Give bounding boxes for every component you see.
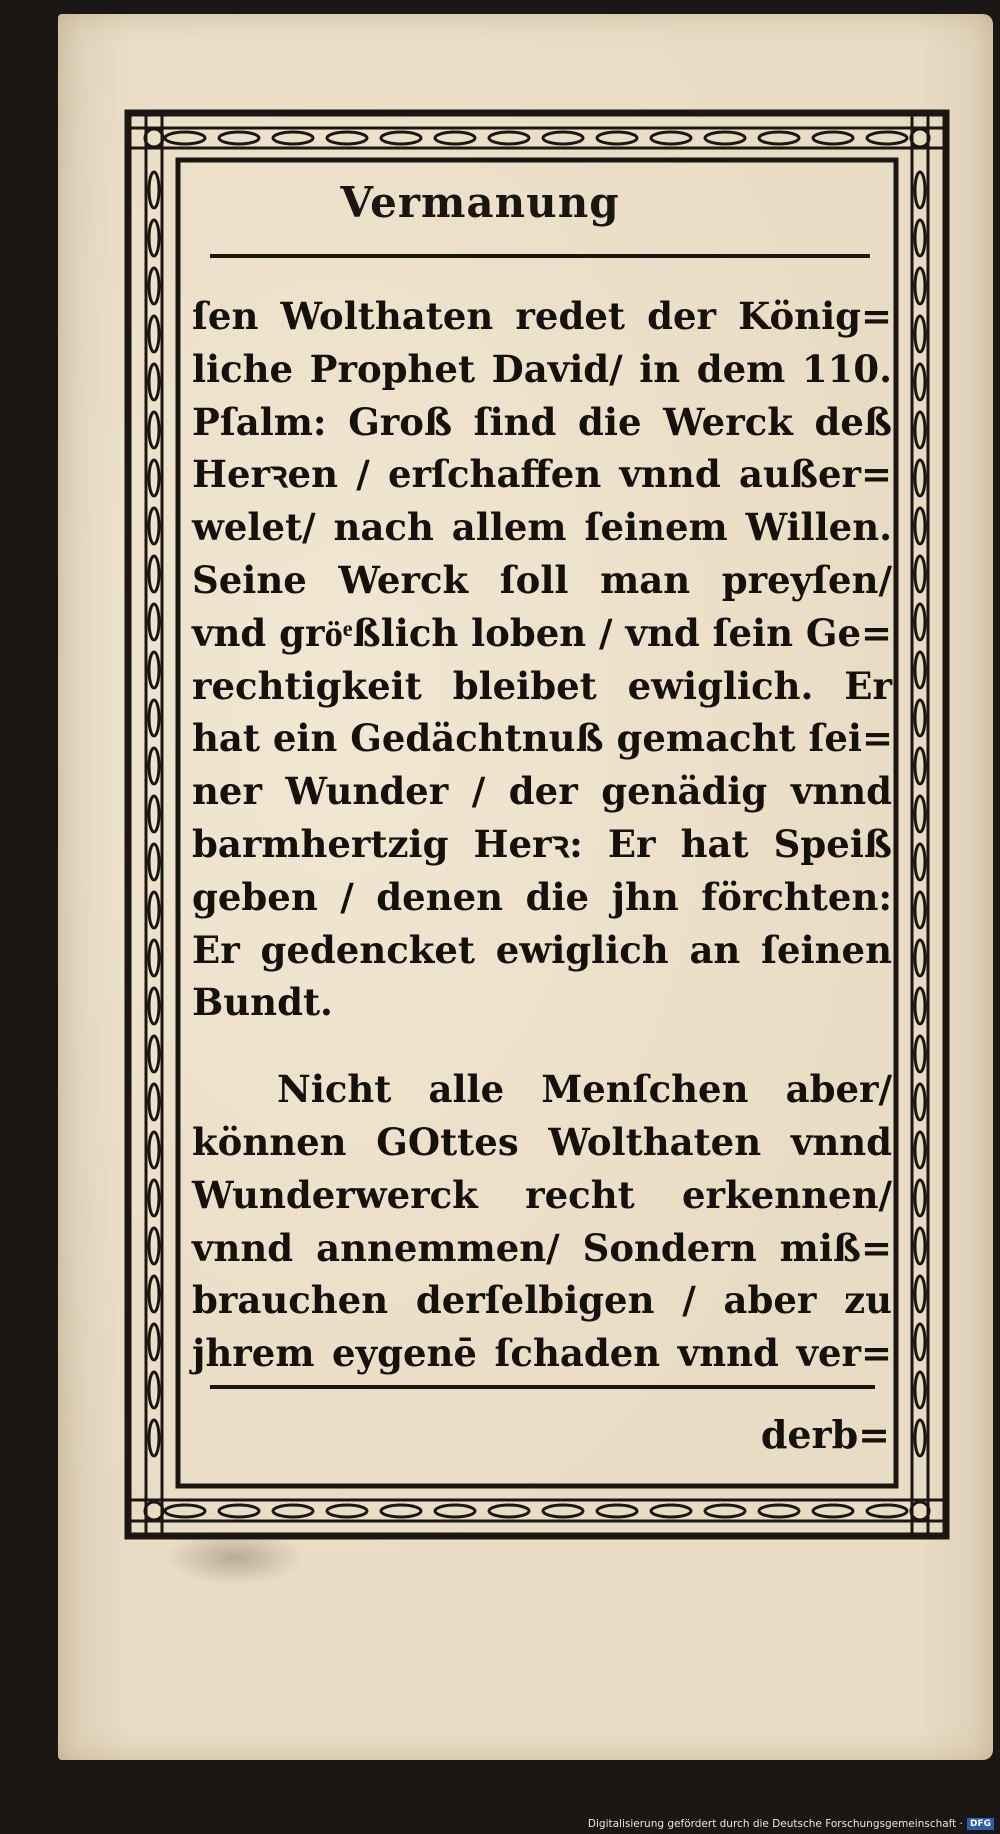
text-line: können GOttes Wolthaten vnnd <box>192 1119 892 1164</box>
text-line: Er gedencket ewiglich an ſeinen <box>192 927 892 972</box>
text-line: Herꝛen / erſchaffen vnnd außer= <box>192 452 892 497</box>
paragraph-1 <box>192 290 892 1029</box>
text-line: Wunderwerck recht erkennen/ <box>192 1172 892 1217</box>
text-line: Bundt. <box>192 980 333 1025</box>
paragraph-2 <box>192 1063 892 1380</box>
text-line: welet/ nach allem ſeinem Willen. <box>192 505 892 550</box>
page-heading: Vermanung <box>340 178 620 227</box>
text-line: geben / denen die jhn förchten: <box>192 874 892 919</box>
text-line: ner Wunder / der genädig vnnd <box>192 769 892 814</box>
text-line: Pſalm: Groß ſind die Werck deß <box>192 399 892 444</box>
text-line: Seine Werck ſoll man preyſen/ <box>192 557 892 602</box>
text-line: jhrem eygenē ſchaden vnnd ver= <box>192 1331 892 1376</box>
text-line: hat ein Gedächtnuß gemacht ſei= <box>192 716 893 761</box>
credit-text: Digitalisierung gefördert durch die Deutsche Forschungsgemeinschaft · <box>587 1818 963 1830</box>
text-line: ſen Wolthaten redet der König= <box>192 294 892 338</box>
body-text <box>192 290 892 1380</box>
text-line: brauchen derſelbigen / aber zu <box>192 1278 892 1323</box>
footer-rule <box>210 1385 875 1389</box>
text-line: vnnd annemmen/ Sondern miß= <box>192 1225 892 1270</box>
text-line: barmhertzig Herꝛ: Er hat Speiß <box>192 821 892 866</box>
text-line: liche Prophet David/ in dem 110. <box>192 346 892 391</box>
dfg-logo: DFG <box>967 1818 994 1830</box>
heading-rule <box>210 254 870 258</box>
text-line: vnd gröͤßlich loben / vnd ſein Ge= <box>192 610 893 655</box>
digitization-credit <box>588 1818 994 1830</box>
catchword: derb= <box>760 1412 890 1457</box>
text-line: Nicht alle Menſchen aber/ <box>277 1067 892 1112</box>
text-line: rechtigkeit bleibet ewiglich. Er <box>192 663 892 708</box>
